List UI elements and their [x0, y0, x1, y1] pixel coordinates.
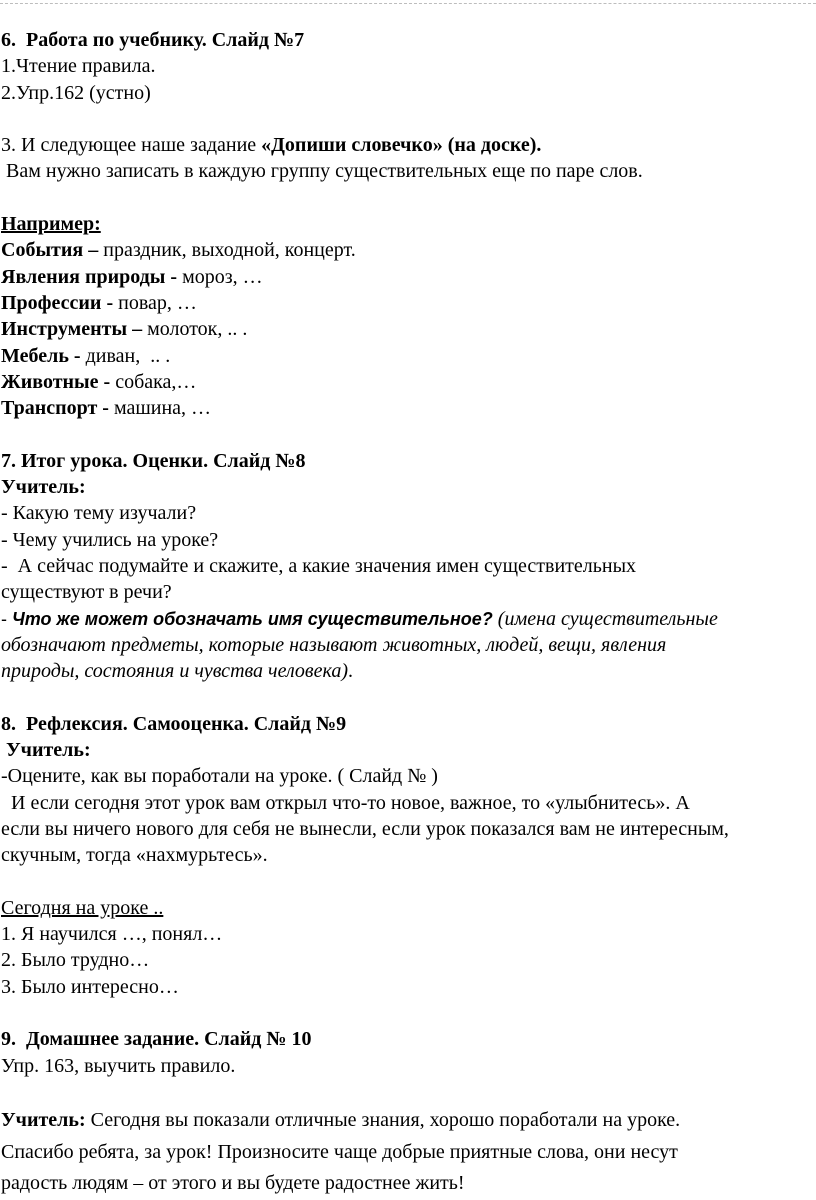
text-line: -Оцените, как вы поработали на уроке. ( Слайд № ) — [1, 765, 438, 788]
spacer — [1, 185, 813, 211]
example-row — [1, 264, 813, 290]
list-item: 1.Чтение правила. — [1, 55, 156, 78]
example-label: Например: — [1, 213, 101, 236]
spacer — [1, 869, 813, 895]
example-words: диван, .. . — [80, 344, 171, 367]
question-line: - Какую тему изучали? — [1, 502, 197, 525]
answer-text: (имена существительные — [492, 607, 718, 630]
answer-line: обозначают предметы, которые называют животных, людей, вещи, явления — [1, 633, 667, 656]
question-line: - Чему учились на уроке? — [1, 528, 219, 551]
example-term: Профессии - — [1, 291, 114, 314]
example-words: праздник, выходной, концерт. — [98, 239, 356, 262]
example-term: Транспорт - — [1, 397, 109, 420]
question-line: - А сейчас подумайте и скажите, а какие значения имен существительных — [1, 554, 637, 577]
example-row — [1, 316, 813, 342]
text-line: скучным, тогда «нахмурьтесь». — [1, 844, 268, 867]
answer-end: . — [348, 660, 354, 683]
page-top-border — [0, 3, 816, 4]
task-line — [1, 132, 813, 158]
example-words: машина, … — [108, 397, 212, 420]
text-line: И если сегодня этот урок вам открыл что-то новое, важное, то «улыбнитесь». А — [1, 791, 690, 814]
text-line: если вы ничего нового для себя не вынесли, если урок показался вам не интересным, — [1, 817, 729, 840]
question-line: существуют в речи? — [1, 581, 172, 604]
example-term: Животные - — [1, 370, 111, 393]
example-term: Мебель - — [1, 344, 81, 367]
example-words: мороз, … — [177, 265, 263, 288]
teacher-label: Учитель: — [1, 476, 86, 499]
task-prefix: 3. И следующее наше задание — [1, 134, 262, 157]
example-words: молоток, .. . — [142, 318, 248, 341]
example-words: собака,… — [110, 370, 197, 393]
closing-text: Сегодня вы показали отличные знания, хорошо поработали на уроке. — [85, 1109, 681, 1132]
example-row — [1, 343, 813, 369]
example-term: События – — [1, 239, 99, 262]
teacher-label: Учитель: — [1, 739, 91, 762]
section-8-heading: 8. Рефлексия. Самооценка. Слайд №9 — [1, 712, 347, 735]
example-term: Явления природы - — [1, 265, 178, 288]
section-7-heading: 7. Итог урока. Оценки. Слайд №8 — [1, 449, 306, 472]
example-row — [1, 237, 813, 263]
key-question: Что же может обозначать имя существительное? — [12, 608, 493, 629]
closing-line — [1, 1105, 813, 1137]
example-term: Инструменты – — [1, 318, 143, 341]
document-page — [1, 27, 813, 1200]
spacer — [1, 421, 813, 447]
list-item: 2.Упр.162 (устно) — [1, 81, 151, 104]
list-item: 2. Было трудно… — [1, 949, 150, 972]
question-line — [1, 606, 813, 632]
list-item: 1. Я научился …, понял… — [1, 923, 223, 946]
example-words: повар, … — [113, 291, 197, 314]
answer-line — [1, 658, 813, 684]
closing-line: радость людям – от этого и вы будете радостнее жить! — [1, 1172, 465, 1195]
answer-text: природы, состояния и чувства человека) — [1, 660, 349, 683]
today-label: Сегодня на уроке .. — [1, 896, 164, 919]
homework-line: Упр. 163, выучить правило. — [1, 1054, 236, 1077]
task-title: «Допиши словечко» (на доске). — [261, 134, 542, 157]
example-row — [1, 395, 813, 421]
example-row — [1, 369, 813, 395]
spacer — [1, 1000, 813, 1026]
example-row — [1, 290, 813, 316]
section-6-heading: 6. Работа по учебнику. Слайд №7 — [1, 29, 305, 51]
spacer — [1, 106, 813, 132]
spacer — [1, 1079, 813, 1105]
teacher-label: Учитель: — [1, 1109, 86, 1132]
question-dash: - — [1, 608, 12, 629]
section-9-heading: 9. Домашнее задание. Слайд № 10 — [1, 1028, 312, 1051]
closing-line: Спасибо ребята, за урок! Произносите чаще добрые приятные слова, они несут — [1, 1140, 678, 1163]
spacer — [1, 684, 813, 710]
task-instruction: Вам нужно записать в каждую группу существительных еще по паре слов. — [1, 160, 643, 183]
list-item: 3. Было интересно… — [1, 975, 179, 998]
